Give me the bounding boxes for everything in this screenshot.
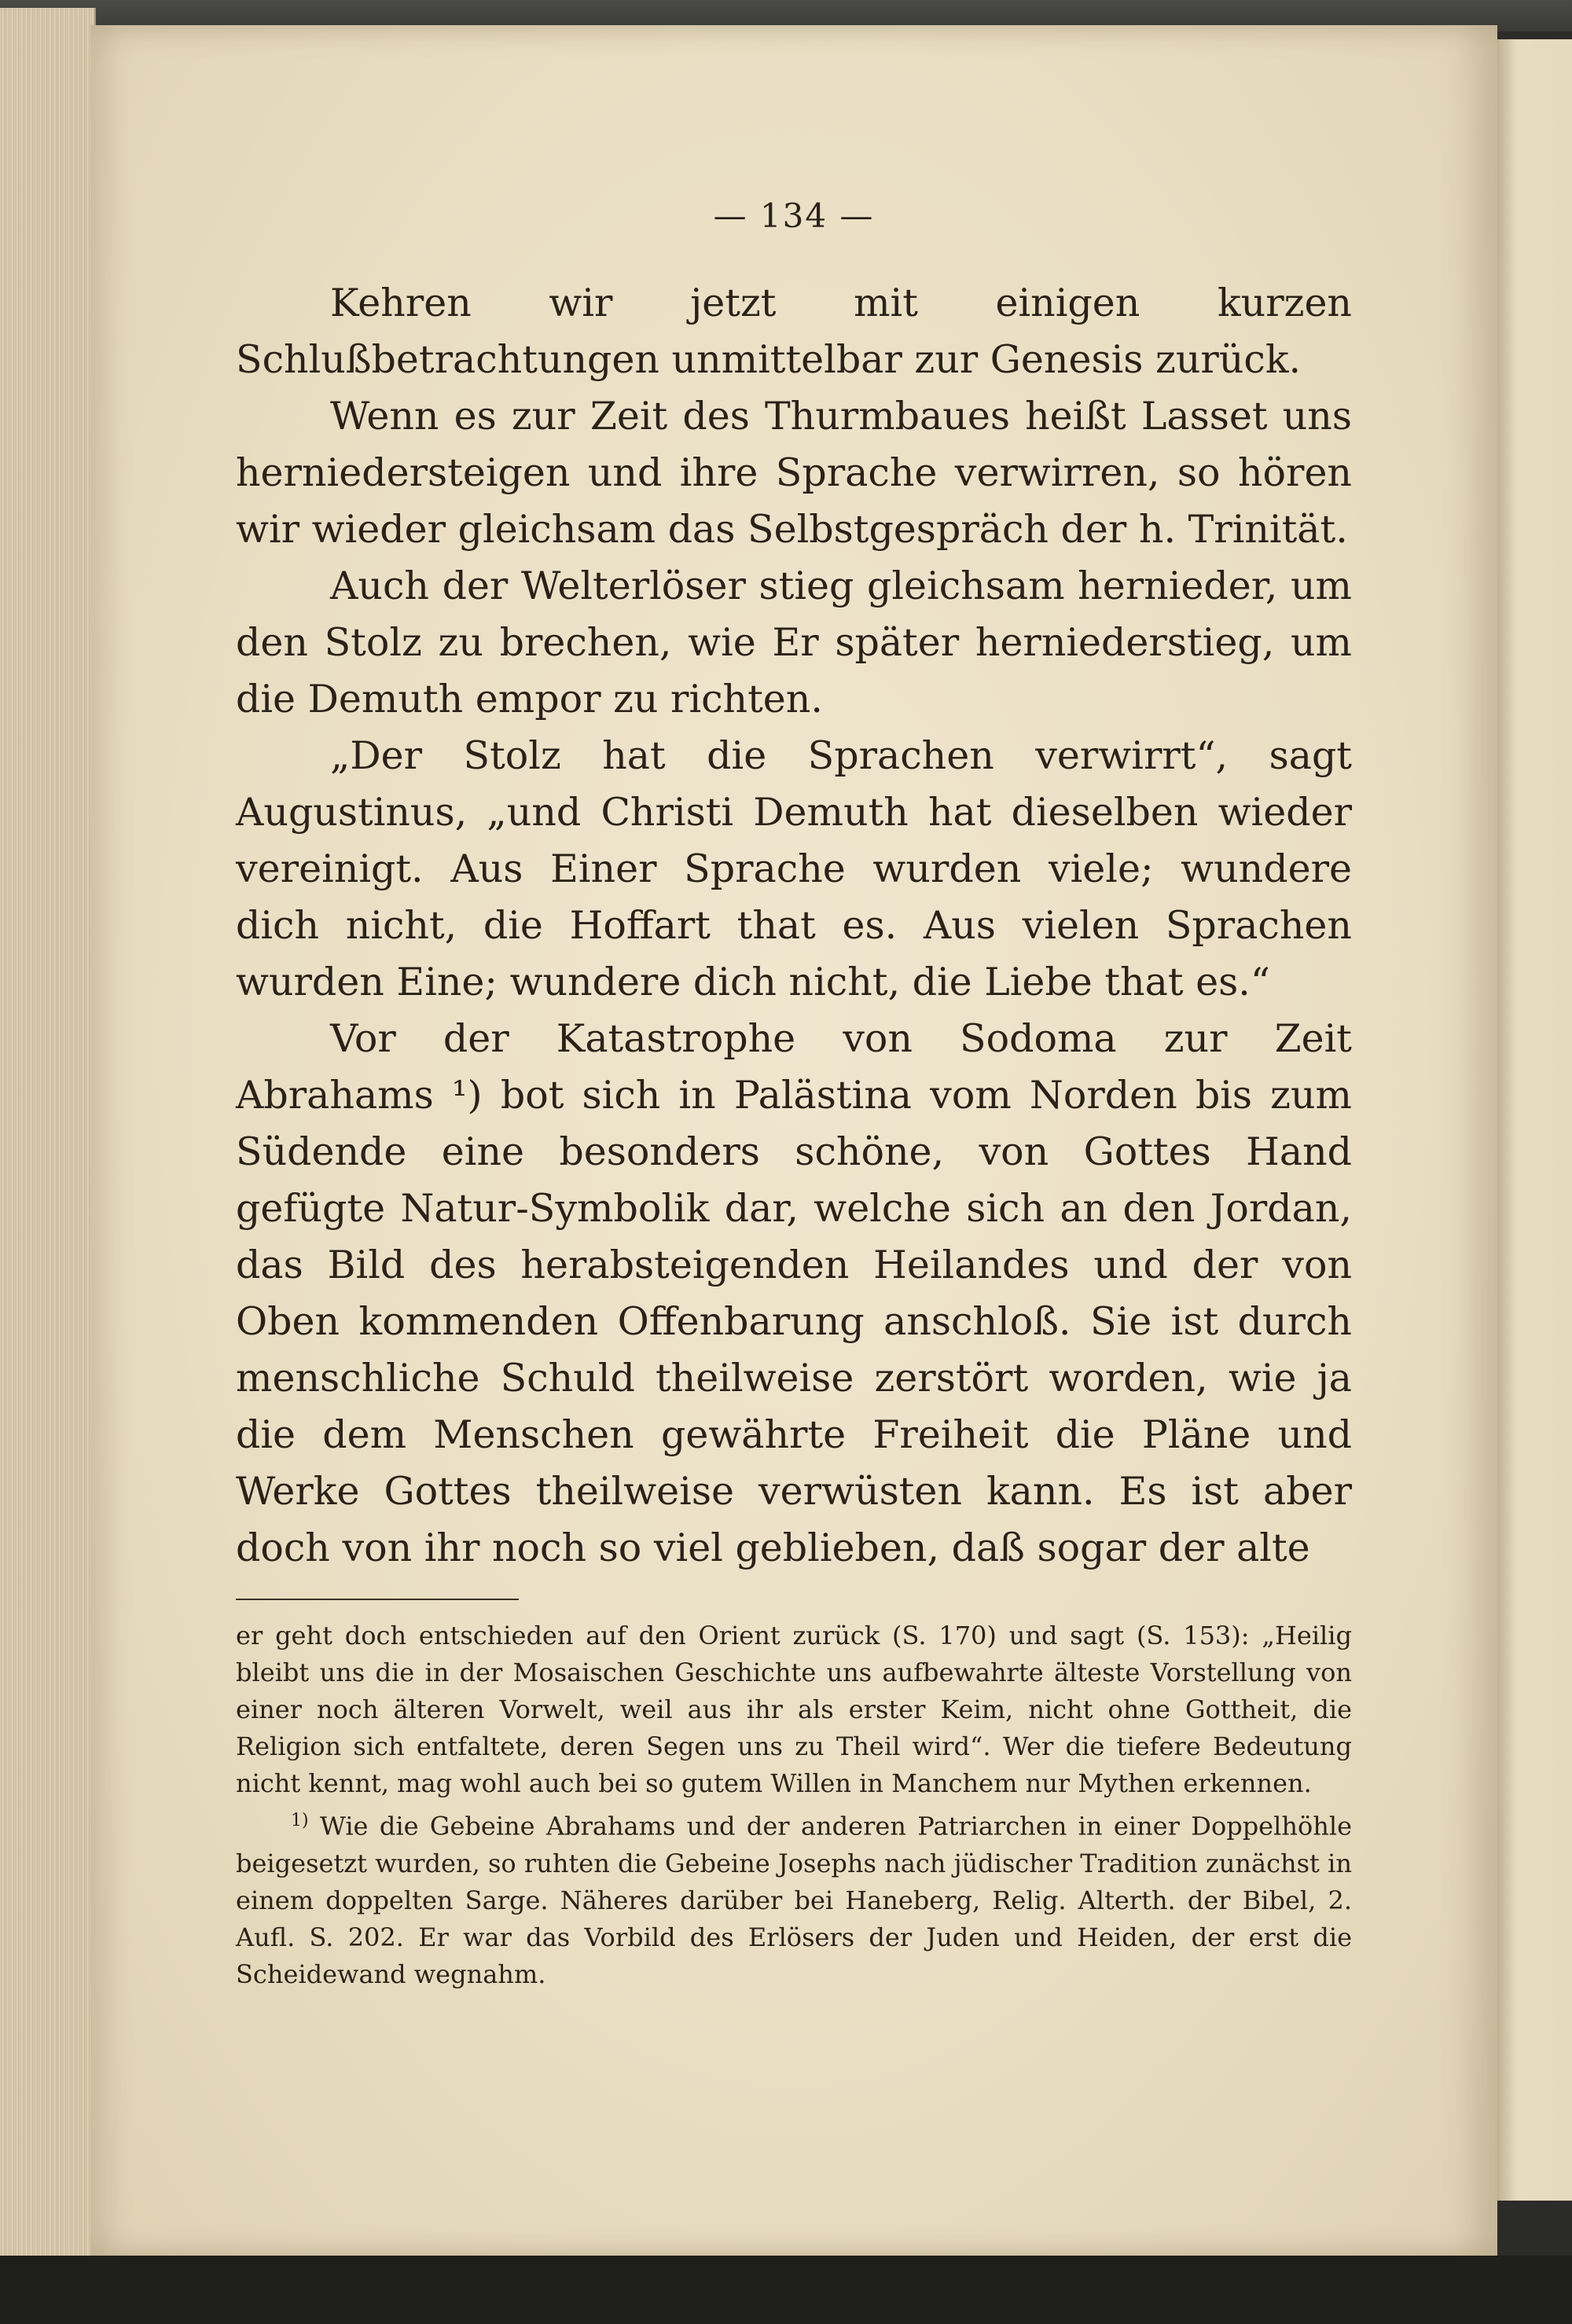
- page-number: — 134 —: [713, 196, 875, 235]
- body-paragraph-5: Vor der Katastrophe von Sodoma zur Zeit Abrahams ¹) bot sich in Palästina vom Norden bis zum Südende eine besonders schöne, von Gottes Hand gefügte Natur-Symbolik dar, welche sich an den Jordan, das Bild des herabsteigenden Heilandes und der von Oben kommenden Offenbarung anschloß. Sie ist durch menschliche Schuld theilweise zerstört worden, wie ja die dem Menschen gewährte Freiheit die Pläne und Werke Gottes theilweise verwüsten kann. Es ist aber doch von ihr noch so viel geblieben, daß sogar der alte: [236, 1016, 1352, 1570]
- page-text-block: [236, 196, 1352, 1993]
- body-paragraph-1: Kehren wir jetzt mit einigen kurzen Schlußbetrachtungen unmittelbar zur Genesis zurück.: [236, 281, 1352, 382]
- page-stack-edges: [0, 8, 96, 2287]
- footnote-1-text: Wie die Gebeine Abrahams und der anderen Patriarchen in einer Doppelhöhle beigesetzt wurden, so ruhten die Gebeine Josephs nach jüdischer Tradition zunächst in einem doppelten Sarge. Näheres darüber bei Haneberg, Relig. Alterth. der Bibel, 2. Aufl. S. 202. Er war das Vorbild des Erlösers der Juden und Heiden, der erst die Scheidewand wegnahm.: [236, 1811, 1353, 1989]
- facing-page-edge: [1493, 39, 1572, 2201]
- body-paragraph-3: Auch der Welterlöser stieg gleichsam hernieder, um den Stolz zu brechen, wie Er später herniederstieg, um die Demuth empor zu richten.: [236, 564, 1352, 721]
- footnote-1-marker: 1): [291, 1811, 309, 1830]
- bottom-shadow: [0, 2256, 1572, 2324]
- footnote-1: [236, 1802, 1352, 1993]
- body-paragraph-4: „Der Stolz hat die Sprachen verwirrt“, sagt Augustinus, „und Christi Demuth hat dieselben wieder vereinigt. Aus Einer Sprache wurden viele; wundere dich nicht, die Hoffart that es. Aus vielen Sprachen wurden Eine; wundere dich nicht, die Liebe that es.“: [236, 733, 1352, 1004]
- body-paragraph-2: Wenn es zur Zeit des Thurmbaues heißt Lasset uns herniedersteigen und ihre Sprache verwirren, so hören wir wieder gleichsam das Selbstgespräch der h. Trinität.: [236, 394, 1352, 552]
- footnote-separator: [236, 1599, 519, 1600]
- footnote-continuation: er geht doch entschieden auf den Orient zurück (S. 170) und sagt (S. 153): „Heilig bleibt uns die in der Mosaischen Geschichte uns aufbewahrte älteste Vorstellung von einer noch älteren Vorwelt, weil aus ihr als erster Keim, nicht ohne Gottheit, die Religion sich entfaltete, deren Segen uns zu Theil wird“. Wer die tiefere Bedeutung nicht kennt, mag wohl auch bei so gutem Willen in Manchem nur Mythen erkennen.: [236, 1621, 1352, 1798]
